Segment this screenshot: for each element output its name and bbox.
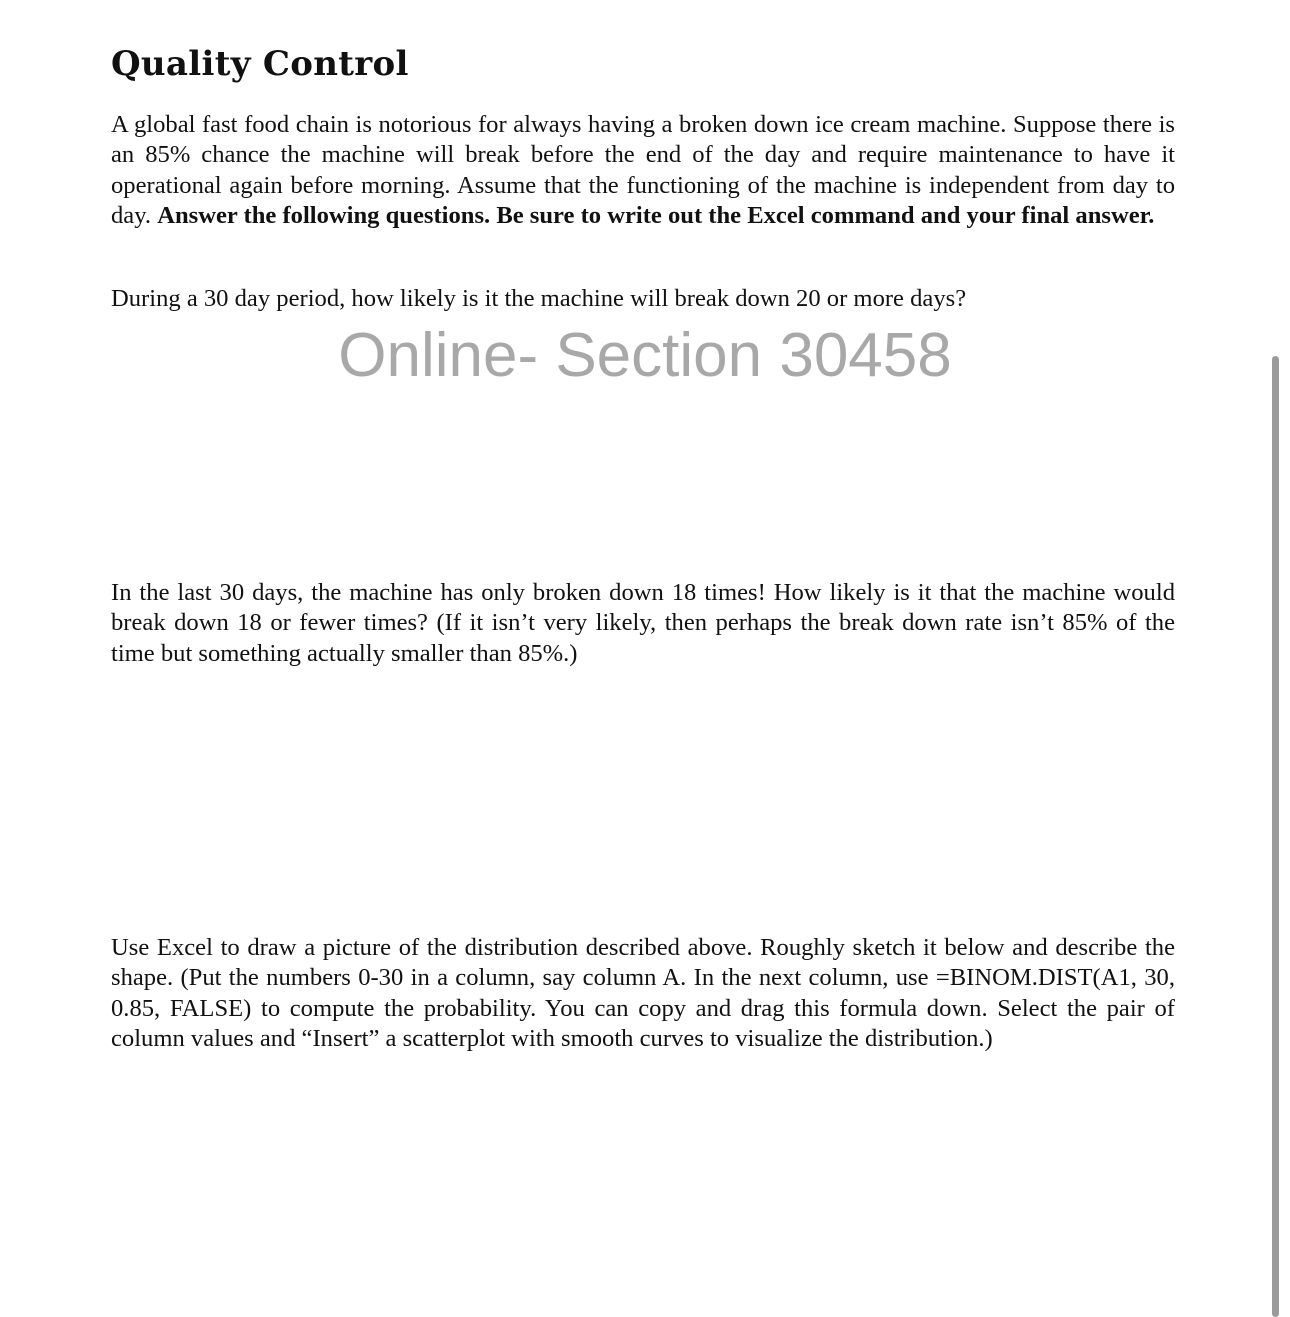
question-2: In the last 30 days, the machine has only broken down 18 times! How likely is it that the machine would break down 18 or fewer times? (If it isn’t very likely, then perhaps the break down rate isn’t 85% of the time but something actually smaller than 85%.) [111,579,1175,667]
intro-text: A global fast food chain is notorious for always having a broken down ice cream machine. Suppose there is an 85% chance the machine will break before the end of the day and require maintenance to have it operational again before morning. Assume that the functioning of the machine is independent from day to day. [111,111,1175,230]
intro-paragraph [111,110,1175,232]
question-3: Use Excel to draw a picture of the distribution described above. Roughly sketch it below and describe the shape. (Put the numbers 0-30 in a column, say column A. In the next column, use =BINOM.DIST(A1, 30, 0.85, FALSE) to compute the probability. You can copy and drag this formula down. Select the pair of column values and “Insert” a scatterplot with smooth curves to visualize the distribution.) [111,934,1175,1053]
question-1: During a 30 day period, how likely is it the machine will break down 20 or more days? [111,285,967,312]
section-watermark: Online- Section 30458 [338,321,952,390]
page-title: Quality Control [111,44,409,84]
scrollbar-thumb[interactable] [1272,356,1279,1317]
intro-bold-instruction: Answer the following questions. Be sure to write out the Excel command and your final answer. [157,202,1155,230]
